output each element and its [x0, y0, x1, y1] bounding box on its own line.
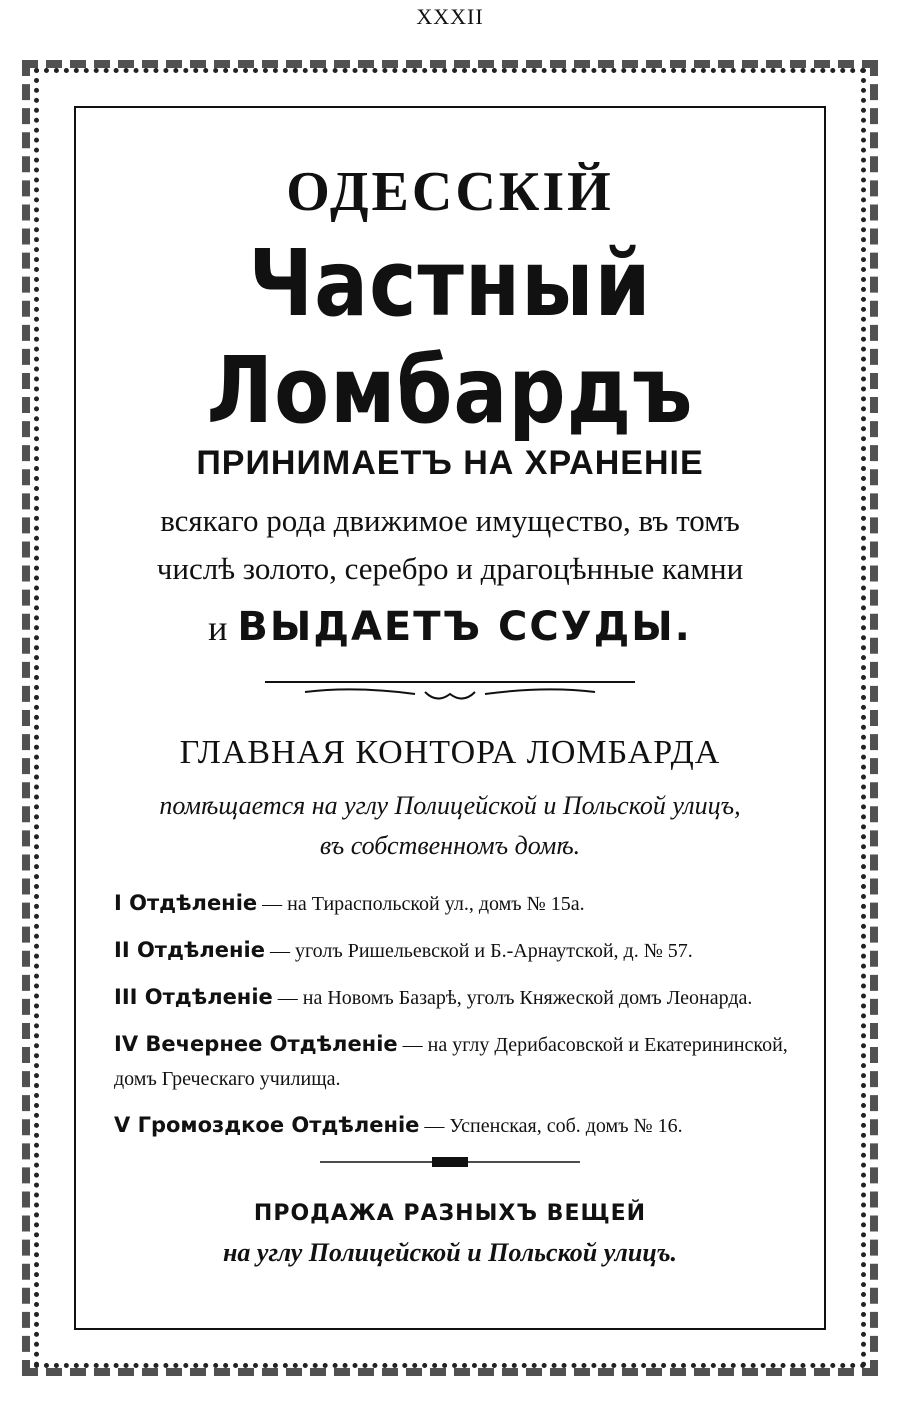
branch-address: — уголъ Ришельевской и Б.-Арнаутской, д. № 57.	[269, 940, 693, 962]
sale-title: ПРОДАЖА РАЗНЫХЪ ВЕЩЕЙ	[253, 1201, 647, 1226]
title-pawnshop: Частный Ломбардъ	[206, 230, 694, 444]
loans-line	[76, 603, 824, 650]
branch-item	[114, 1108, 814, 1143]
title-city: ОДЕССКІЙ	[286, 161, 614, 223]
branch-name: V Громоздкое Отдѣленіе	[114, 1113, 420, 1137]
description-line-2: числѣ золото, серебро и драгоцѣнные камни	[156, 551, 744, 586]
branch-name: II Отдѣленіе	[114, 938, 265, 962]
subtitle-accepts: ПРИНИМАЕТЪ НА ХРАНЕНІЕ	[196, 444, 704, 482]
loans-text: ВЫДАЕТЪ ССУДЫ.	[237, 604, 692, 650]
branch-address: — Успенская, соб. домъ № 16.	[424, 1115, 683, 1137]
description	[76, 497, 824, 593]
main-office-line-2: въ собственномъ домѣ.	[319, 831, 581, 860]
branch-address: — на Новомъ Базарѣ, уголъ Княжеской домъ Леонарда.	[277, 987, 753, 1009]
main-office-line-1: помѣщается на углу Полицейской и Польской улицъ,	[159, 791, 741, 820]
branch-name: III Отдѣленіе	[114, 985, 273, 1009]
ornamental-divider	[265, 676, 635, 704]
branch-item	[114, 933, 814, 968]
loans-and: и	[208, 608, 228, 648]
main-office-address	[76, 786, 824, 866]
branch-name: IV Вечернее Отдѣленіе	[114, 1032, 398, 1056]
description-line-1: всякаго рода движимое имущество, въ томъ	[160, 503, 740, 538]
branch-name: I Отдѣленіе	[114, 891, 258, 915]
small-divider	[320, 1155, 580, 1169]
branch-item	[114, 1027, 814, 1096]
branch-list	[114, 886, 814, 1143]
branch-item	[114, 980, 814, 1015]
main-office-title: ГЛАВНАЯ КОНТОРА ЛОМБАРДА	[179, 734, 721, 771]
branch-address: — на углу Дерибасовской и Екатерининской, домъ Греческаго училища.	[114, 1034, 788, 1090]
page-number: XXXII	[416, 4, 484, 29]
branch-address: — на Тираспольской ул., домъ № 15а.	[262, 893, 585, 915]
advertisement-content	[76, 108, 824, 1268]
branch-item	[114, 886, 814, 921]
sale-place: на углу Полицейской и Польской улицъ.	[222, 1238, 678, 1267]
